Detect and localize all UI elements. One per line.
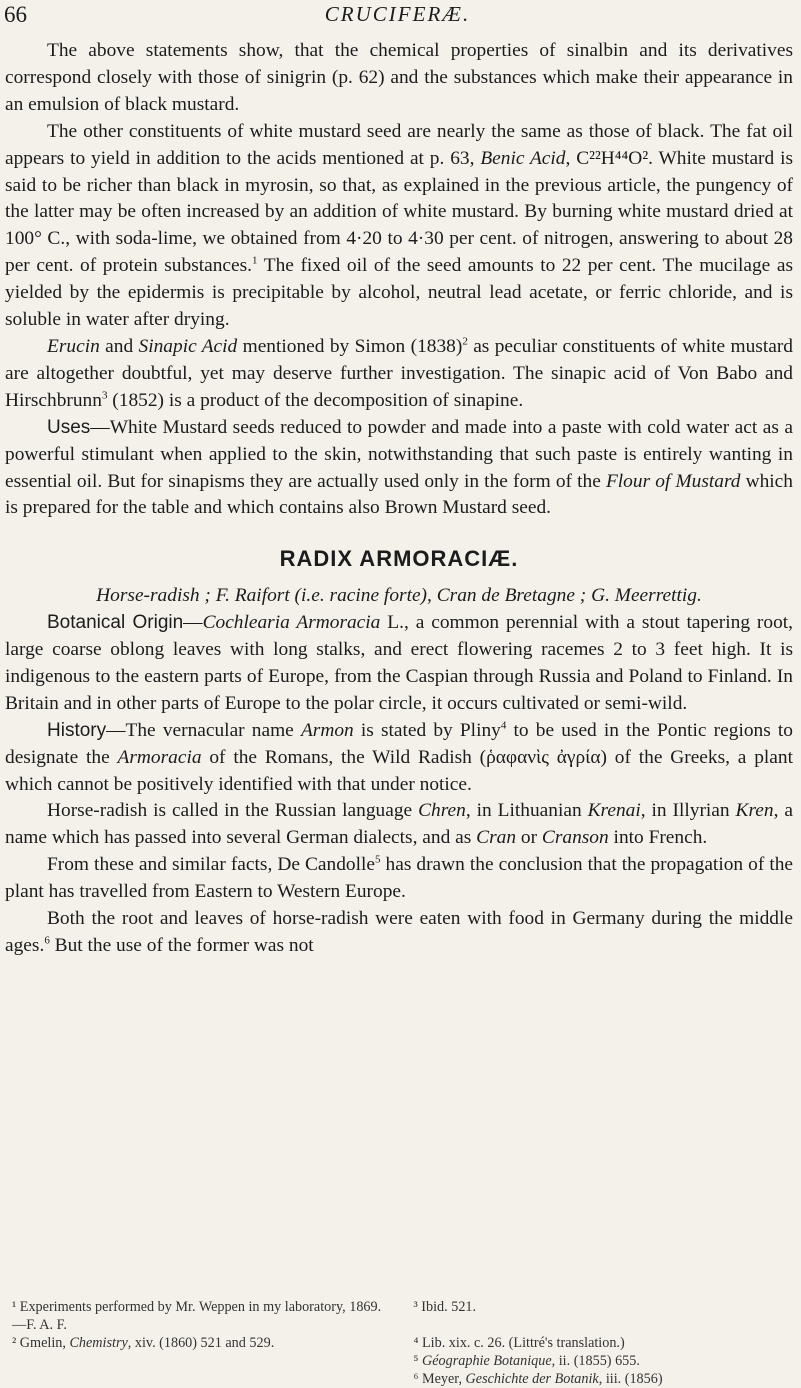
paragraph-propagation: [5, 852, 793, 906]
footnote-ref: 2: [462, 335, 468, 348]
uses-heading: Uses: [47, 416, 91, 438]
text: The other constituents of white mustard seed are nearly the same as those of black. The fat oil appears to yield in addition to the acids mentioned at p. 63,: [5, 120, 793, 169]
term-krenai: Krenai: [587, 800, 641, 822]
text: and: [99, 335, 139, 357]
text: or: [516, 827, 542, 849]
text: , ii. (1855) 655.: [551, 1353, 640, 1369]
text: From these and similar facts, De Candolle: [47, 854, 375, 876]
footnotes: [12, 1298, 789, 1388]
footnote-spacer: [12, 1370, 388, 1388]
term-erucin: Erucin: [47, 335, 100, 357]
text: ⁶ Meyer,: [413, 1371, 466, 1387]
running-title: CRUCIFERÆ.: [324, 2, 471, 26]
footnote-2: [12, 1334, 388, 1352]
paragraph-history: [5, 718, 793, 799]
term-armoracia: Armoracia: [117, 746, 202, 768]
footnote-3: ³ Ibid. 521.: [413, 1299, 477, 1315]
text: , in Lithuanian: [465, 800, 588, 822]
term-species: Cochlearia Armoracia: [202, 612, 381, 634]
text: ² Gmelin,: [12, 1335, 70, 1351]
text: (1852) is a product of the decomposition of sinapine.: [107, 389, 524, 411]
paragraph-constituents: [5, 119, 793, 334]
text: , C²²H⁴⁴O². White mustard is said to be richer than black in myrosin, so that, as explained in the previous article, the pungency of the latter may be often increased by an addition of white mustard. By burning white mustard dried at 100° C., with soda-lime, we obtained from 4·20 to 4·30 per cent. of nitrogen, answering to about 28 per cent. of protein substances.: [5, 147, 794, 277]
history-heading: History: [47, 719, 107, 741]
term-cran: Cran: [476, 827, 517, 849]
footnote-4: ⁴ Lib. xix. c. 26. (Littré's translation.): [413, 1335, 625, 1351]
term-cranson: Cranson: [541, 827, 609, 849]
text: of the Romans, the Wild Radish (ῥαφανὶς ἀγρία) of the Greeks, a plant which cannot be positively identified with that under notice.: [5, 746, 793, 795]
text: , iii. (1856): [598, 1371, 663, 1387]
text: ⁵: [413, 1353, 422, 1369]
text: , in Illyrian: [640, 800, 736, 822]
term-armon: Armon: [300, 719, 354, 741]
section-synonyms: Horse-radish ; F. Raifort (i.e. racine forte), Cran de Bretagne ; G. Meerrettig.: [96, 585, 702, 607]
term-sinapic-acid: Sinapic Acid: [138, 335, 238, 357]
text: , a name which has passed into several German dialects, and as: [5, 800, 793, 849]
text: into French.: [608, 827, 708, 849]
footnote-ref: 3: [101, 389, 108, 402]
text: —: [183, 612, 203, 634]
text: L., a common perennial with a stout tapering root, large coarse oblong leaves with long stalks, and erect flowering racemes 2 to 3 feet high. It is indigenous to the eastern parts of Europe, from the Caspian through Russia and Poland to Finland. In Britain and in other parts of Europe to the polar circle, it occurs cultivated or semi-wild.: [5, 612, 794, 714]
text: The fixed oil of the seed amounts to 22 per cent. The mucilage as yielded by the epidermis is precipitable by alcohol, neutral lead acetate, or ferric chloride, and is soluble in water after drying.: [5, 255, 793, 331]
footnote-spacer: [12, 1352, 388, 1370]
page-number: 66: [4, 2, 27, 27]
term-flour-of-mustard: Flour of Mustard: [605, 470, 741, 492]
footnote-1: ¹ Experiments performed by Mr. Weppen in my laboratory, 1869.—F. A. F.: [12, 1299, 382, 1333]
paragraph-sinalbin: The above statements show, that the chemical properties of sinalbin and its derivatives correspond closely with those of sinigrin (p. 62) and the substances which make their appearance in an emulsion of black mustard.: [5, 40, 793, 115]
paragraph-erucin: [5, 334, 793, 415]
footnote-5: [414, 1352, 790, 1370]
text: as peculiar constituents of white mustard are altogether doubtful, yet may deserve further investigation. The sinapic acid of Von Babo and Hirschbrunn: [5, 335, 793, 411]
text: to be used in the Pontic regions to designate the: [5, 719, 794, 768]
text: Both the root and leaves of horse-radish were eaten with food in Germany during the middle ages.: [5, 908, 793, 956]
term-benic-acid: Benic Acid: [480, 147, 566, 169]
footnote-ref: 1: [252, 254, 258, 267]
footnote-ref: 6: [44, 934, 50, 947]
footnote-6: [414, 1370, 790, 1388]
text: , xiv. (1860) 521 and 529.: [127, 1335, 275, 1351]
text: Horse-radish is called in the Russian language: [47, 800, 419, 822]
section-title: RADIX ARMORACIÆ.: [279, 546, 519, 572]
botanical-heading: Botanical Origin: [47, 612, 184, 634]
term-chren: Chren: [418, 800, 466, 822]
paragraph-names: [5, 798, 793, 852]
footnote-ref: 4: [500, 719, 507, 732]
text: —White Mustard seeds reduced to powder and made into a paste with cold water act as a powerful stimulant when applied to the skin, notwithstanding that such paste is entirely wanting in essential oil. But for sinapisms they are actually used only in the form of the: [5, 416, 793, 492]
text: But the use of the former was not: [49, 935, 314, 956]
text: mentioned by Simon (1838): [237, 335, 463, 357]
paragraph-uses: [5, 415, 793, 523]
term-kren: Kren: [735, 800, 774, 822]
text: Chemistry: [69, 1335, 128, 1351]
paragraph-botanical-origin: [5, 610, 793, 718]
text: is stated by Pliny: [353, 719, 501, 741]
page-header: [4, 2, 791, 34]
text: Geschichte der Botanik: [465, 1371, 599, 1387]
text: has drawn the conclusion that the propagation of the plant has travelled from Eastern to Western Europe.: [5, 854, 794, 903]
text: Géographie Botanique: [422, 1353, 552, 1369]
footnote-ref: 5: [374, 853, 381, 866]
paragraph-middle-ages: [5, 906, 793, 960]
page-body: [5, 38, 793, 960]
text: —The vernacular name: [106, 719, 301, 741]
text: which is prepared for the table and which contains also Brown Mustard seed.: [5, 470, 793, 519]
